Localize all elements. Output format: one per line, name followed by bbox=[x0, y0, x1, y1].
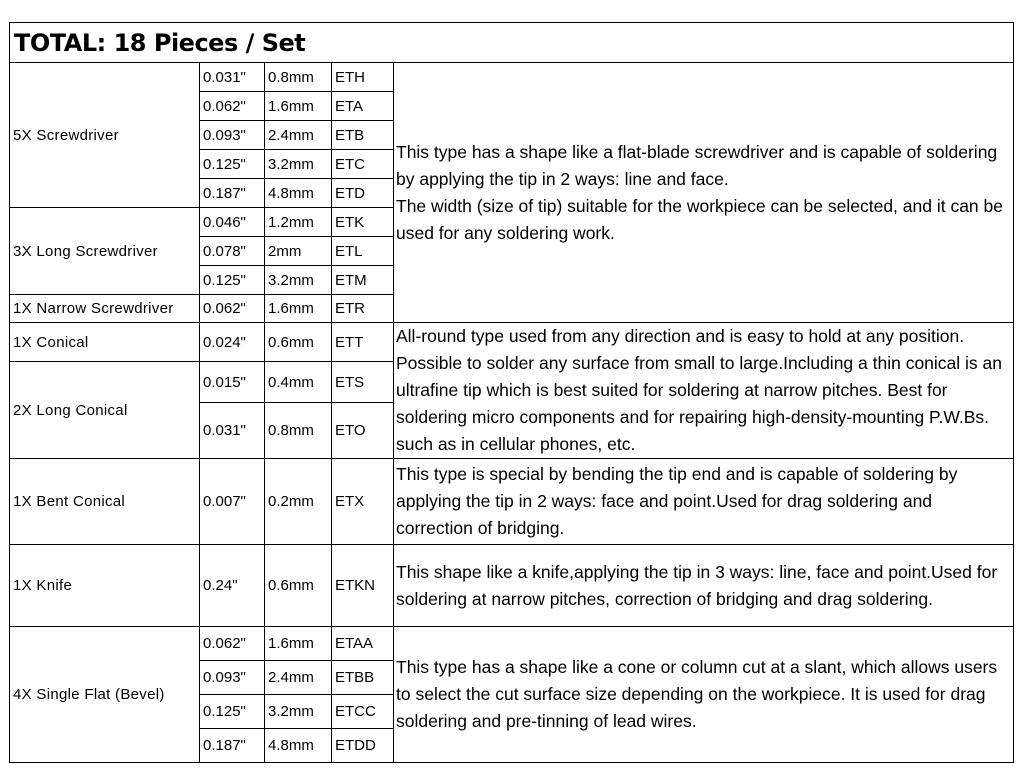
tip-mm: 0.2mm bbox=[265, 459, 332, 545]
tip-mm: 3.2mm bbox=[265, 150, 332, 179]
tip-inch: 0.125" bbox=[200, 695, 265, 729]
description-paragraph: The width (size of tip) suitable for the workpiece can be selected, and it can be used for any soldering work. bbox=[396, 195, 1003, 243]
tip-inch: 0.093" bbox=[200, 661, 265, 695]
tip-inch: 0.007" bbox=[200, 459, 265, 545]
description-screwdriver bbox=[394, 63, 1014, 323]
tip-mm: 0.8mm bbox=[265, 403, 332, 459]
group-name: 1X Knife bbox=[10, 545, 200, 627]
tip-inch: 0.024" bbox=[200, 323, 265, 362]
tip-code: ETC bbox=[332, 150, 394, 179]
tip-code: ETA bbox=[332, 92, 394, 121]
tip-code: ETDD bbox=[332, 729, 394, 763]
tip-code: ETO bbox=[332, 403, 394, 459]
tip-inch: 0.062" bbox=[200, 92, 265, 121]
tip-mm: 1.2mm bbox=[265, 208, 332, 237]
description-paragraph: This type has a shape like a flat-blade screwdriver and is capable of soldering by applying the tip in 2 ways: line and face. bbox=[396, 141, 998, 189]
tip-inch: 0.24" bbox=[200, 545, 265, 627]
tip-inch: 0.015" bbox=[200, 362, 265, 403]
tip-code: ETX bbox=[332, 459, 394, 545]
tip-inch: 0.125" bbox=[200, 266, 265, 295]
description-bent-conical: This type is special by bending the tip end and is capable of soldering by applying the tip in 2 ways: face and point.Used for drag soldering and correction of bridging. bbox=[394, 459, 1014, 545]
tip-code: ETB bbox=[332, 121, 394, 150]
group-name: 5X Screwdriver bbox=[10, 63, 200, 208]
tip-code: ETCC bbox=[332, 695, 394, 729]
description-single-flat: This type has a shape like a cone or column cut at a slant, which allows users to select the cut surface size depending on the workpiece. It is used for drag soldering and pre-tinning of lead wires. bbox=[394, 627, 1014, 763]
description-knife: This shape like a knife,applying the tip in 3 ways: line, face and point.Used for soldering at narrow pitches, correction of bridging and drag soldering. bbox=[394, 545, 1014, 627]
tip-mm: 2.4mm bbox=[265, 661, 332, 695]
tip-code: ETD bbox=[332, 179, 394, 208]
group-name: 4X Single Flat (Bevel) bbox=[10, 627, 200, 763]
tip-inch: 0.187" bbox=[200, 179, 265, 208]
tip-mm: 2mm bbox=[265, 237, 332, 266]
tip-inch: 0.078" bbox=[200, 237, 265, 266]
tip-inch: 0.125" bbox=[200, 150, 265, 179]
table-title: TOTAL: 18 Pieces / Set bbox=[10, 23, 1014, 63]
tip-code: ETR bbox=[332, 295, 394, 323]
tip-code: ETH bbox=[332, 63, 394, 92]
tip-inch: 0.093" bbox=[200, 121, 265, 150]
tip-code: ETKN bbox=[332, 545, 394, 627]
tip-mm: 1.6mm bbox=[265, 295, 332, 323]
tip-code: ETT bbox=[332, 323, 394, 362]
tip-mm: 1.6mm bbox=[265, 627, 332, 661]
tip-inch: 0.062" bbox=[200, 295, 265, 323]
tip-code: ETL bbox=[332, 237, 394, 266]
tip-mm: 3.2mm bbox=[265, 695, 332, 729]
tip-mm: 0.8mm bbox=[265, 63, 332, 92]
tip-code: ETAA bbox=[332, 627, 394, 661]
tip-code: ETM bbox=[332, 266, 394, 295]
group-name: 3X Long Screwdriver bbox=[10, 208, 200, 295]
tip-code: ETK bbox=[332, 208, 394, 237]
group-name: 2X Long Conical bbox=[10, 362, 200, 459]
group-name: 1X Narrow Screwdriver bbox=[10, 295, 200, 323]
tip-mm: 0.4mm bbox=[265, 362, 332, 403]
tip-code: ETS bbox=[332, 362, 394, 403]
description-conical: All-round type used from any direction and is easy to hold at any position. Possible to solder any surface from small to large.Including a thin conical is an ultrafine tip which is best suited for soldering at narrow pitches. Best for soldering micro components and for repairing high-density-mounting P.W.Bs. such as in cellular phones, etc. bbox=[394, 323, 1014, 459]
tip-inch: 0.046" bbox=[200, 208, 265, 237]
tip-inch: 0.187" bbox=[200, 729, 265, 763]
group-name: 1X Conical bbox=[10, 323, 200, 362]
tip-mm: 0.6mm bbox=[265, 323, 332, 362]
tip-inch: 0.031" bbox=[200, 63, 265, 92]
tip-mm: 4.8mm bbox=[265, 179, 332, 208]
tip-mm: 3.2mm bbox=[265, 266, 332, 295]
group-name: 1X Bent Conical bbox=[10, 459, 200, 545]
tip-mm: 0.6mm bbox=[265, 545, 332, 627]
tip-inch: 0.062" bbox=[200, 627, 265, 661]
tip-mm: 4.8mm bbox=[265, 729, 332, 763]
tip-set-table bbox=[9, 22, 1014, 763]
tip-inch: 0.031" bbox=[200, 403, 265, 459]
tip-mm: 1.6mm bbox=[265, 92, 332, 121]
tip-code: ETBB bbox=[332, 661, 394, 695]
tip-mm: 2.4mm bbox=[265, 121, 332, 150]
